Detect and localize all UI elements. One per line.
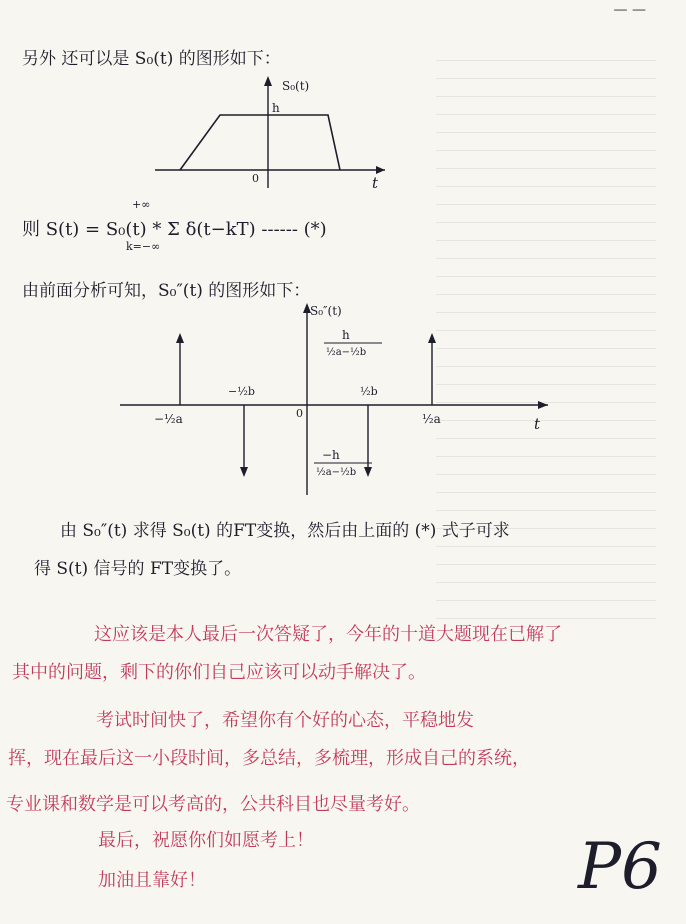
impulse-neg-a-arrow [176, 333, 184, 343]
neg-label-den: ½a−½b [316, 467, 357, 478]
fig1-peak-label: h [272, 101, 280, 115]
note-line-2: 其中的问题，剩下的你们自己应该可以动手解决了。 [12, 662, 426, 683]
fig2-xlabel: t [534, 415, 541, 433]
pos-label-num: h [342, 328, 350, 342]
note-line-1: 这应该是本人最后一次答疑了，今年的十道大题现在已解了 [94, 624, 562, 645]
page-number: P6 [578, 830, 662, 904]
fig2-ylabel: S₀″(t) [310, 304, 342, 318]
fig1-x-arrow [376, 166, 385, 174]
note-line-4: 挥，现在最后这一小段时间，多总结，多梳理，形成自己的系统， [8, 748, 530, 769]
note-line-3: 考试时间快了，希望你有个好的心态，平稳地发 [96, 710, 474, 731]
tick-pos-b: ½b [360, 385, 378, 398]
sum-lower-limit: k=−∞ [126, 240, 161, 253]
neg-label-num: −h [322, 448, 340, 462]
corner-mark: — — [613, 2, 646, 18]
intro-line: 另外 还可以是 S₀(t) 的图形如下： [22, 49, 281, 69]
fig2-origin: 0 [296, 407, 303, 420]
convolution-formula: 则 S(t) = S₀(t) * Σ δ(t−kT) ------ (*) [22, 219, 327, 240]
tick-neg-b: −½b [228, 385, 255, 398]
trapezoid-figure [150, 70, 400, 195]
fig1-ylabel: S₀(t) [282, 79, 310, 93]
trapezoid-curve [180, 115, 340, 170]
fig2-x-arrow [538, 401, 548, 409]
sum-upper-limit: +∞ [132, 198, 151, 211]
fig1-y-arrow [264, 76, 272, 86]
fig1-origin: 0 [252, 172, 259, 185]
tick-neg-a: −½a [154, 412, 183, 426]
ft-explanation-line2: 得 S(t) 信号的 FT变换了。 [34, 559, 242, 579]
note-line-7: 加油且靠好！ [98, 870, 206, 891]
impulse-figure [110, 295, 560, 505]
pos-label-den: ½a−½b [326, 347, 367, 358]
impulse-pos-b-arrow [364, 467, 372, 477]
ft-explanation-line1: 由 S₀″(t) 求得 S₀(t) 的FT变换，然后由上面的 (*) 式子可求 [60, 521, 510, 541]
tick-pos-a: ½a [422, 412, 441, 426]
fig1-xlabel: t [372, 174, 379, 192]
note-line-6: 最后，祝愿你们如愿考上！ [98, 830, 314, 851]
impulse-pos-a-arrow [428, 333, 436, 343]
impulse-neg-b-arrow [240, 467, 248, 477]
note-line-5: 专业课和数学是可以考高的，公共科目也尽量考好。 [6, 794, 420, 815]
second-derivative-intro: 由前面分析可知，S₀″(t) 的图形如下： [22, 281, 311, 301]
